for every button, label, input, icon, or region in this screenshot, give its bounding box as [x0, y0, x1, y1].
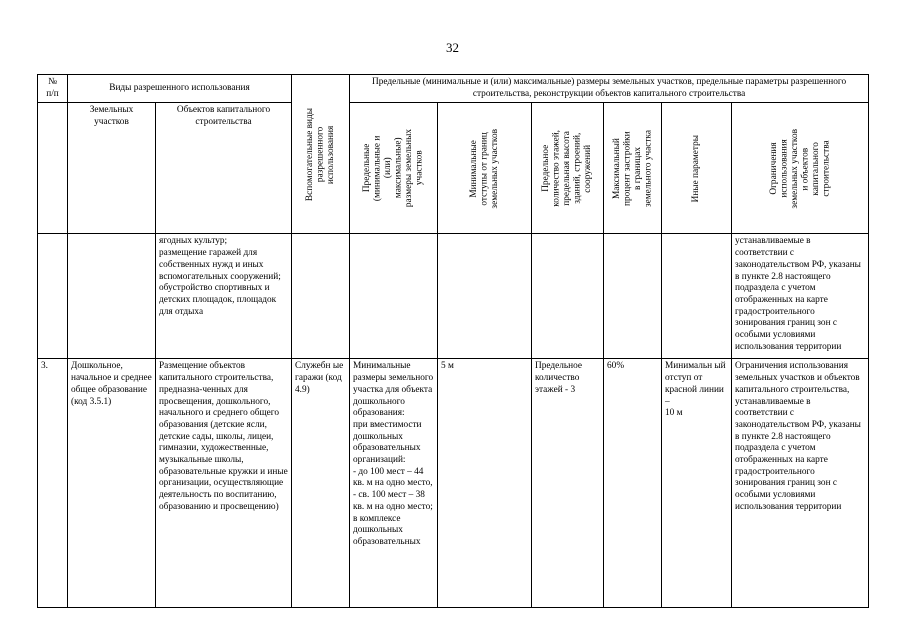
header-col-max-coverage: Максимальный процент застройки в границах земельного участка [604, 103, 662, 234]
cell-num [38, 234, 68, 359]
cell-aux [292, 234, 350, 359]
header-auxiliary-types: Вспомогательные виды разрешенного использования [292, 75, 350, 234]
cell-sizes [350, 234, 438, 359]
cell-other: Минимальн ый отступ от красной линии – 10 м [662, 359, 732, 608]
cell-sizes: Минимальные размеры земельного участка для объекта дошкольного образования: при вместимости дошкольных образовательных организаций: - до 100 мест – 44 кв. м на одно место, - св. 100 мест – 38 кв. м на одно место; в комплексе дошкольных образовательных [350, 359, 438, 608]
cell-land [68, 234, 156, 359]
cell-restrictions: устанавливаемые в соответствии с законодательством РФ, указаны в пункте 2.8 настоящего подраздела с учетом отображенных на карте градостроительного зонирования границ зон с особыми условиями использования территории [732, 234, 869, 359]
cell-setbacks [438, 234, 532, 359]
cell-restrictions: Ограничения использования земельных участков и объектов капитального строительства, устанавливаемые в соответствии с законодательством РФ, указаны в пункте 2.8 настоящего подраздела с учетом отображенных на карте градостроительного зонирования границ зон с особыми условиями использования территории [732, 359, 869, 608]
cell-capital: Размещение объектов капитального строительства, предназна-ченных для просвещения, дошкольного, начального и среднего общего образования (детские ясли, детские сады, школы, лицеи, гимназии, художественные, музыкальные школы, образовательные кружки и иные организации, осуществляющие деятельность по воспитанию, образованию и просвещению) [156, 359, 292, 608]
cell-setbacks: 5 м [438, 359, 532, 608]
cell-coverage [604, 234, 662, 359]
cell-land: Дошкольное, начальное и среднее общее образование (код 3.5.1) [68, 359, 156, 608]
cell-other [662, 234, 732, 359]
table-row [38, 359, 869, 608]
header-capital-objects: Объектов капитального строительства [156, 103, 292, 234]
land-use-regulations-table [37, 74, 869, 608]
header-types-permitted-use: Виды разрешенного использования [68, 75, 292, 103]
header-col-min-setbacks: Минимальные отступы от границ земельных участков [438, 103, 532, 234]
header-limit-sizes: Предельные (минимальные и (или) максимальные) размеры земельных участков, предельные параметры разрешенного строительства, реконструкции объектов капитального строительства [350, 75, 869, 103]
header-col-restrictions: Ограничения использования земельных участков и объектов капитального строительства [732, 103, 869, 234]
header-col-other: Иные параметры [662, 103, 732, 234]
cell-floors [532, 234, 604, 359]
cell-capital: ягодных культур; размещение гаражей для собственных нужд и иных вспомогательных сооружений; обустройство спортивных и детских площадок, площадок для отдыха [156, 234, 292, 359]
header-col-max-floors: Предельное количество этажей, предельная высота зданий, строений, сооружений [532, 103, 604, 234]
header-row-1 [38, 75, 869, 103]
table-row [38, 234, 869, 359]
cell-num: 3. [38, 359, 68, 608]
header-col-limit-sizes: Предельные (минимальные и (или) максимальные) размеры земельных участков [350, 103, 438, 234]
page-number: 32 [446, 40, 459, 55]
header-num-spacer [38, 103, 68, 234]
header-land-plots: Земельных участков [68, 103, 156, 234]
cell-aux: Служебн ые гаражи (код 4.9) [292, 359, 350, 608]
header-num: № п/п [38, 75, 68, 103]
cell-coverage: 60% [604, 359, 662, 608]
cell-floors: Предельное количество этажей - 3 [532, 359, 604, 608]
